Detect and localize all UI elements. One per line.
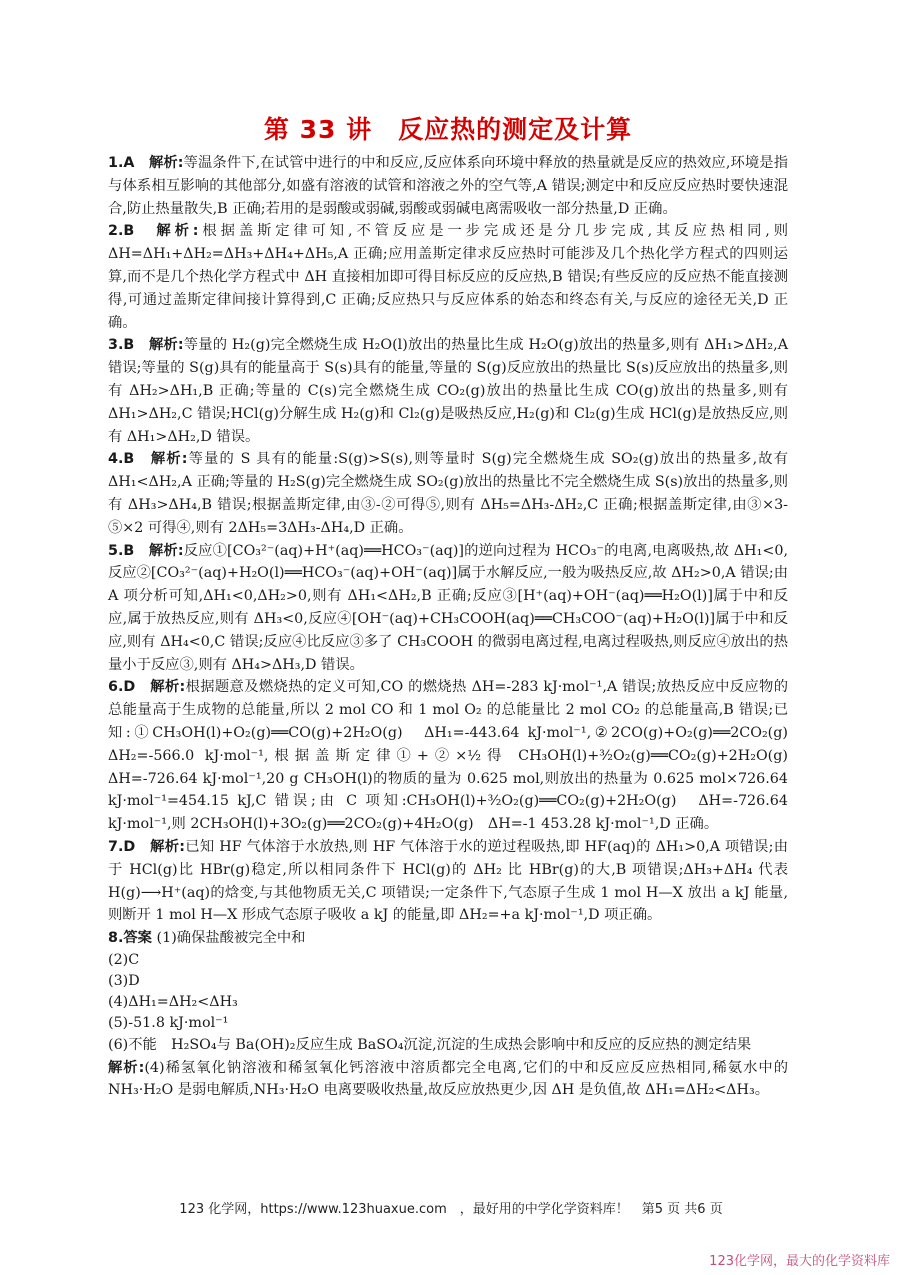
q8-answer-4: (4)ΔH₁=ΔH₂<ΔH₃	[108, 993, 238, 1010]
answer-number: 3.B	[108, 337, 135, 354]
answer-item	[108, 836, 788, 927]
q8-answer-1: (1)确保盐酸被完全中和	[156, 930, 306, 947]
analysis-label: 解析:	[150, 838, 186, 855]
answer-item	[108, 334, 788, 448]
analysis-text: 等量的 H₂(g)完全燃烧生成 H₂O(l)放出的热量比生成 H₂O(g)放出的热量多,则有 ΔH₁>ΔH₂,A 错误;等量的 S(g)具有的能量高于 S(s)具有的能量,等量的 S(g)反应放出的热量比 S(s)反应放出的热量多,则有 ΔH₂>ΔH₁,B 正确;等量的 C(s)完全燃烧生成 CO₂(g)放出的热量比生成 CO(g)放出的热量多,则有 ΔH₁>ΔH₂,C 错误;HCl(g)分解生成 H₂(g)和 Cl₂(g)是吸热反应,H₂(g)和 Cl₂(g)生成 HCl(g)是放热反应,则有 ΔH₁>ΔH₂,D 错误。	[108, 337, 789, 445]
analysis-text: 反应①[CO₃²⁻(aq)+H⁺(aq)══HCO₃⁻(aq)]的逆向过程为 HCO₃⁻的电离,电离吸热,故 ΔH₁<0,反应②[CO₃²⁻(aq)+H₂O(l)══HCO₃⁻(aq)+OH⁻(aq)]属于水解反应,一般为吸热反应,故 ΔH₂>0,A 错误;由 A 项分析可知,ΔH₁<0,ΔH₂>0,则有 ΔH₁<ΔH₂,B 正确;反应③[H⁺(aq)+OH⁻(aq)══H₂O(l)]属于中和反应,属于放热反应,则有 ΔH₃<0,反应④[OH⁻(aq)+CH₃COOH(aq)══CH₃COO⁻(aq)+H₂O(l)]属于中和反应,则有 ΔH₄<0,C 错误;反应④比反应③多了 CH₃COOH 的微弱电离过程,电离过程吸热,则反应④放出的热量小于反应③,则有 ΔH₄>ΔH₃,D 错误。	[108, 542, 788, 673]
analysis-text: 根据题意及燃烧热的定义可知,CO 的燃烧热 ΔH=-283 kJ·mol⁻¹,A 错误;放热反应中反应物的总能量高于生成物的总能量,所以 2 mol CO 和 1 mol O₂ 的总能量比 2 mol CO₂ 的总能量高,B 错误;已知:①CH₃OH(l)+O₂(g)══CO(g)+2H₂O(g) ΔH₁=-443.64 kJ·mol⁻¹,②2CO(g)+O₂(g)══2CO₂(g) ΔH₂=-566.0 kJ·mol⁻¹,根据盖斯定律①+②×½得 CH₃OH(l)+³⁄₂O₂(g)══CO₂(g)+2H₂O(g) ΔH=-726.64 kJ·mol⁻¹,20 g CH₃OH(l)的物质的量为 0.625 mol,则放出的热量为 0.625 mol×726.64 kJ·mol⁻¹=454.15 kJ,C 错误;由 C 项知:CH₃OH(l)+³⁄₂O₂(g)══CO₂(g)+2H₂O(g) ΔH=-726.64 kJ·mol⁻¹,则 2CH₃OH(l)+3O₂(g)══2CO₂(g)+4H₂O(g) ΔH=-1 453.28 kJ·mol⁻¹,D 正确。	[108, 679, 803, 833]
answer-item	[108, 540, 788, 677]
analysis-label: 解析:	[150, 451, 188, 468]
answer-number: 5.B	[108, 542, 135, 559]
q8-analysis-text: (4)稀氢氧化钠溶液和稀氢氧化钙溶液中溶质都完全电离,它们的中和反应反应热相同,稀氨水中的 NH₃·H₂O 是弱电解质,NH₃·H₂O 电离要吸收热量,故反应放热更少,因 ΔH 是负值,故 ΔH₁=ΔH₂<ΔH₃。	[108, 1059, 789, 1099]
analysis-label: 解析:	[150, 679, 186, 696]
answer-item	[108, 676, 803, 836]
q8-analysis	[108, 1057, 788, 1103]
page-footer: 123 化学网，https://www.123huaxue.com ，最好用的中学化学资料库！ 第5 页 共6 页	[179, 1202, 723, 1217]
answer-item	[108, 220, 788, 334]
analysis-text: 根据盖斯定律可知,不管反应是一步完成还是分几步完成,其反应热相同,则 ΔH=ΔH₁+ΔH₂=ΔH₃+ΔH₄+ΔH₅,A 正确;应用盖斯定律求反应热时可能涉及几个热化学方程式的四则运算,而不是几个热化学方程式中 ΔH 直接相加即可得目标反应的反应热,B 错误;有些反应的反应热不能直接测得,可通过盖斯定律间接计算得到,C 正确;反应热只与反应体系的始态和终态有关,与反应的途径无关,D 正确。	[108, 223, 789, 331]
q8-answer-5: (5)-51.8 kJ·mol⁻¹	[108, 1014, 229, 1031]
q8-number: 8.	[108, 930, 124, 947]
analysis-label: 解析:	[148, 542, 184, 559]
answer-number: 4.B	[108, 451, 135, 468]
answer-number: 7.D	[108, 838, 136, 855]
analysis-label: 解析:	[148, 155, 184, 171]
q8-answer-2: (2)C	[108, 951, 140, 968]
analysis-text: 等量的 S 具有的能量:S(g)>S(s),则等量时 S(g)完全燃烧生成 SO₂(g)放出的热量多,故有 ΔH₁<ΔH₂,A 正确;等量的 H₂S(g)完全燃烧生成 SO₂(g)放出的热量比不完全燃烧生成 S(s)放出的热量多,则有 ΔH₃>ΔH₄,B 错误;根据盖斯定律,由③-②可得⑤,则有 ΔH₅=ΔH₃-ΔH₂,C 正确;根据盖斯定律,由③×3-⑤×2 可得④,则有 2ΔH₅=3ΔH₃-ΔH₄,D 正确。	[108, 451, 789, 536]
document-page	[108, 110, 803, 1102]
q8-answer-label: 答案	[123, 930, 152, 947]
analysis-label: 解析:	[148, 337, 184, 354]
answer-list	[108, 152, 803, 927]
analysis-text: 等温条件下,在试管中进行的中和反应,反应体系向环境中释放的热量就是反应的热效应,环境是指与体系相互影响的其他部分,如盛有溶液的试管和溶液之外的空气等,A 错误;测定中和反应反应热时要快速混合,防止热量散失,B 正确;若用的是弱酸或弱碱,弱酸或弱碱电离需吸收一部分热量,D 正确。	[108, 155, 788, 217]
answer-number: 6.D	[108, 679, 136, 696]
answer-number: 1.A	[108, 155, 135, 171]
answer-item	[108, 448, 788, 539]
q8-analysis-label: 解析:	[108, 1059, 145, 1076]
analysis-label: 解析:	[156, 223, 199, 240]
analysis-text: 已知 HF 气体溶于水放热,则 HF 气体溶于水的逆过程吸热,即 HF(aq)的 ΔH₁>0,A 项错误;由于 HCl(g)比 HBr(g)稳定,所以相同条件下 HCl(g)的 ΔH₂ 比 HBr(g)的大,B 项错误;ΔH₃+ΔH₄ 代表 H(g)⟶H⁺(aq)的焓变,与其他物质无关,C 项错误;一定条件下,气态原子生成 1 mol H—X 放出 a kJ 能量,则断开 1 mol H—X 形成气态原子吸收 a kJ 的能量,即 ΔH₂=+a kJ·mol⁻¹,D 项正确。	[108, 838, 789, 924]
question-8	[108, 927, 788, 1102]
page-title: 第 33 讲 反应热的测定及计算	[263, 115, 633, 144]
answer-item	[108, 152, 788, 220]
site-watermark: 123化学网，最大的化学资料库	[709, 1254, 890, 1269]
q8-answer-3: (3)D	[108, 972, 140, 989]
answer-number: 2.B	[108, 223, 135, 240]
q8-header	[108, 927, 788, 950]
q8-answer-6: (6)不能 H₂SO₄与 Ba(OH)₂反应生成 BaSO₄沉淀,沉淀的生成热会影响中和反应的反应热的测定结果	[108, 1036, 752, 1053]
